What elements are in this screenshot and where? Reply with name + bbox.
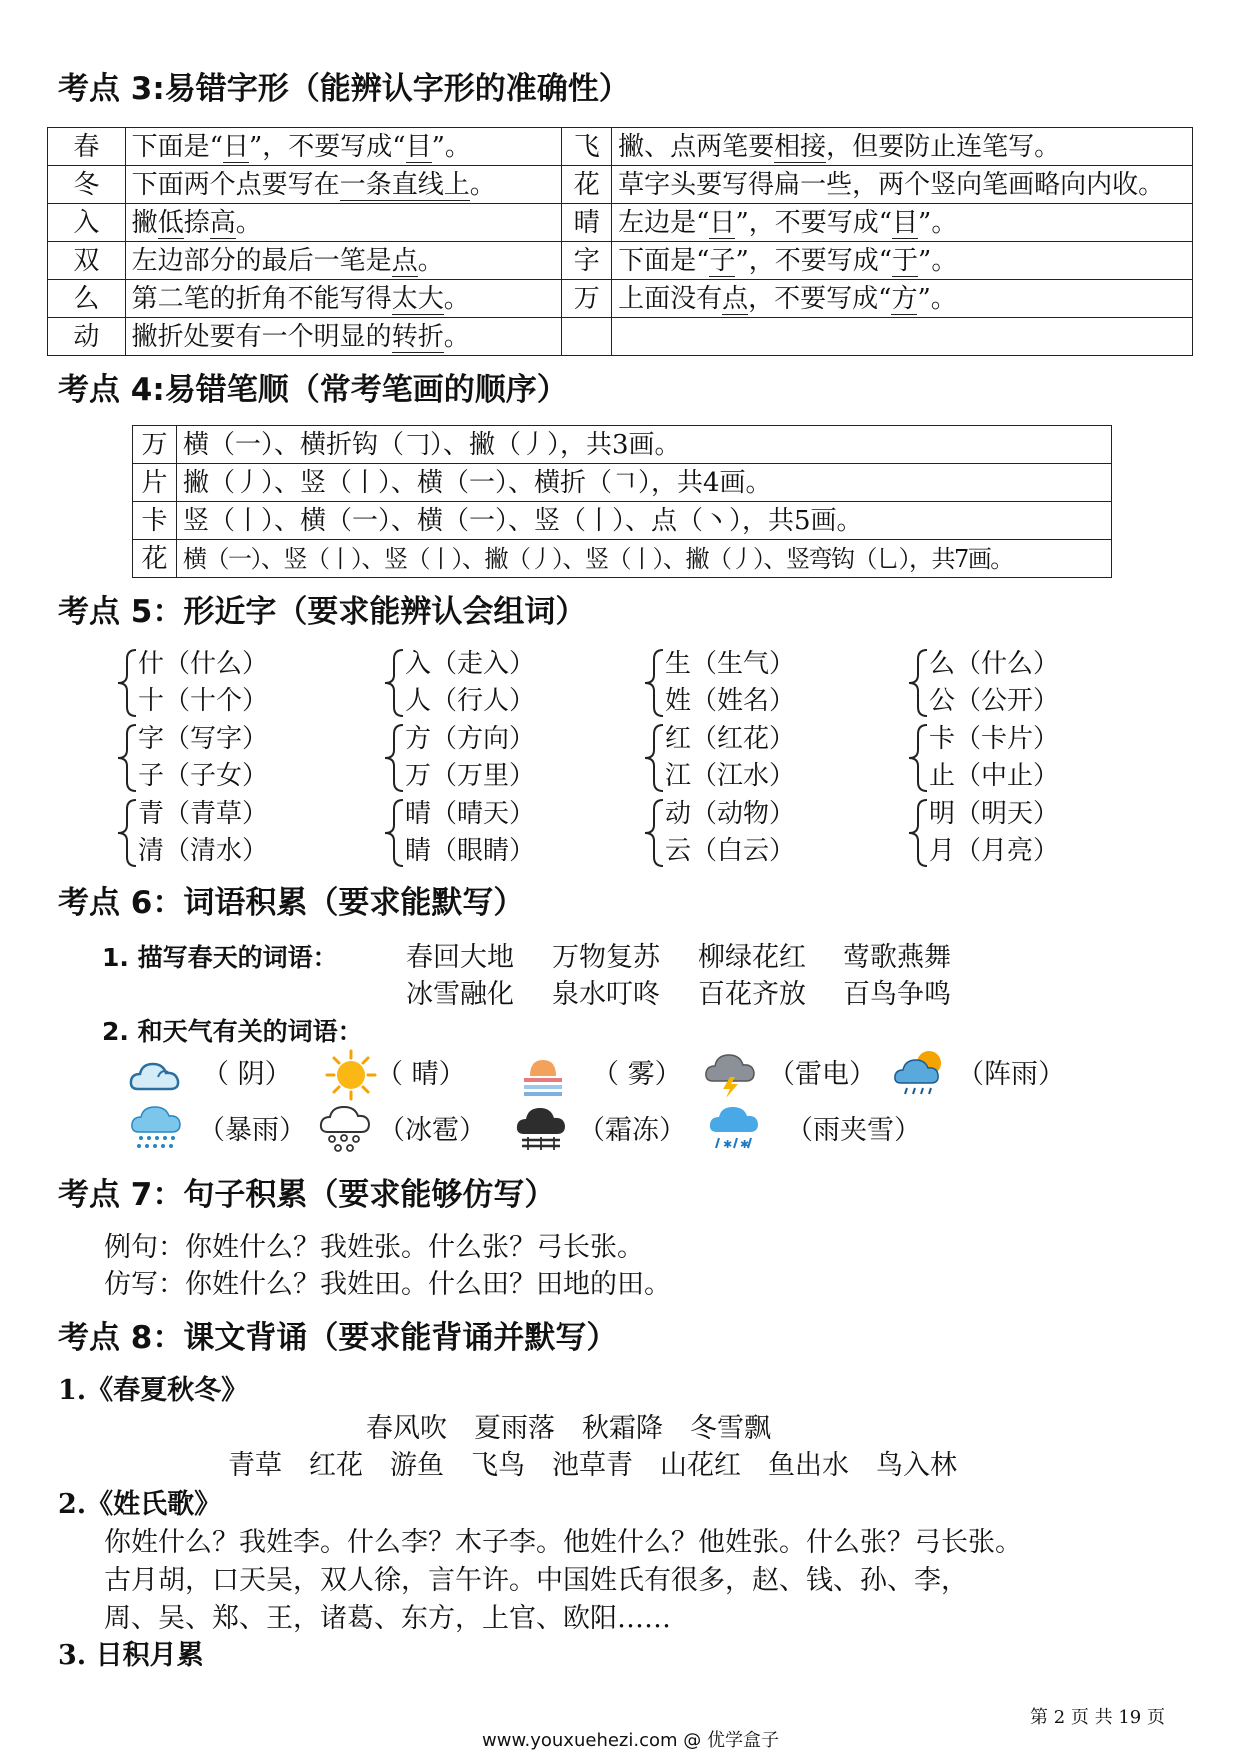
svg-text:✱: ✱ xyxy=(723,1138,733,1151)
table-row xyxy=(48,242,1193,280)
cloudy-icon xyxy=(128,1051,182,1103)
char-cell: 卡 xyxy=(133,502,177,540)
spring-words-label: 1. 描写春天的词语： xyxy=(102,943,338,972)
char-word: 姓（姓名） xyxy=(665,686,796,716)
brace-icon xyxy=(643,796,665,870)
stroke-order-cell: 横（一）、横折钩（𠃌）、撇（丿），共3画。 xyxy=(177,426,1112,464)
weather-label-rainstorm: （暴雨） xyxy=(198,1115,306,1146)
brace-icon xyxy=(116,721,138,795)
underlined-text: 点 xyxy=(722,283,749,314)
brace-icon xyxy=(643,721,665,795)
char-word: 止（中止） xyxy=(929,761,1060,791)
char-word: 晴（晴天） xyxy=(405,799,536,829)
brace-icon xyxy=(907,646,929,720)
weather-label-cloudy: （ 阴） xyxy=(202,1059,292,1090)
shower-icon xyxy=(893,1047,947,1099)
spring-word: 莺歌燕舞 xyxy=(843,942,951,973)
char-cell: 么 xyxy=(48,280,126,318)
example-sentence: 例句：你姓什么？我姓张。什么张？弓长张。 xyxy=(104,1232,644,1263)
tip-cell: 撇低捺高。 xyxy=(125,204,562,242)
char-cell: 万 xyxy=(133,426,177,464)
kd3-table xyxy=(47,127,1193,356)
char-cell: 字 xyxy=(562,242,612,280)
weather-label-frost: （霜冻） xyxy=(578,1115,686,1146)
char-word: 什（什么） xyxy=(138,649,269,679)
char-cell: 春 xyxy=(48,128,126,166)
table-row xyxy=(48,280,1193,318)
tip-cell: 下面是“子”，不要写成“于”。 xyxy=(612,242,1193,280)
poem-1-line-1: 春风吹 夏雨落 秋霜降 冬雪飘 xyxy=(366,1413,771,1444)
weather-label-thunder: （雷电） xyxy=(768,1059,876,1090)
brace-icon xyxy=(116,646,138,720)
spring-word: 冰雪融化 xyxy=(406,979,514,1010)
tip-cell xyxy=(612,318,1193,356)
spring-word: 百花齐放 xyxy=(698,979,806,1010)
char-word: 云（白云） xyxy=(665,836,796,866)
char-word: 字（写字） xyxy=(138,724,269,754)
char-cell: 万 xyxy=(562,280,612,318)
fog-icon xyxy=(516,1052,570,1104)
stroke-order-cell: 横（一）、竖（丨）、竖（丨）、撇（丿）、竖（丨）、撇（丿）、竖弯钩（乚），共7画。 xyxy=(177,540,1112,578)
spring-word: 春回大地 xyxy=(406,942,514,973)
char-word: 睛（眼睛） xyxy=(405,836,536,866)
table-row xyxy=(48,166,1193,204)
spring-word: 泉水叮咚 xyxy=(552,979,660,1010)
underlined-text: 方 xyxy=(891,283,918,314)
char-word: 月（月亮） xyxy=(929,836,1060,866)
weather-label-fog: （ 雾） xyxy=(592,1059,682,1090)
poem-1-line-2: 青草 红花 游鱼 飞鸟 池草青 山花红 鱼出水 鸟入林 xyxy=(228,1450,957,1481)
section-title-kd7: 考点 7：句子积累（要求能够仿写） xyxy=(58,1177,556,1213)
thunder-icon xyxy=(703,1047,757,1099)
table-row xyxy=(48,128,1193,166)
poem-2-line: 周、吴、郑、王，诸葛、东方，上官、欧阳…… xyxy=(104,1603,671,1634)
underlined-text: 日 xyxy=(709,207,736,238)
section-title-kd4: 考点 4:易错笔顺（常考笔画的顺序） xyxy=(58,372,568,408)
weather-words-label: 2. 和天气有关的词语： xyxy=(102,1017,363,1046)
char-word: 么（什么） xyxy=(929,649,1060,679)
svg-text:✱: ✱ xyxy=(740,1138,750,1151)
char-cell: 花 xyxy=(562,166,612,204)
stroke-order-cell: 撇（丿）、竖（丨）、横（一）、横折（𠃍），共4画。 xyxy=(177,464,1112,502)
table-row xyxy=(48,204,1193,242)
table-row xyxy=(133,502,1112,540)
kd4-table xyxy=(132,425,1112,578)
underlined-text: 低 xyxy=(157,207,184,238)
char-cell: 飞 xyxy=(562,128,612,166)
poem-1-title: 1.《春夏秋冬》 xyxy=(58,1375,249,1406)
site-watermark: www.youxuehezi.com @ 优学盒子 xyxy=(482,1730,779,1751)
brace-icon xyxy=(383,721,405,795)
page-number: 第 2 页 共 19 页 xyxy=(1030,1707,1165,1728)
underlined-text: 目 xyxy=(405,131,432,162)
underlined-text: 转折 xyxy=(391,321,444,352)
brace-icon xyxy=(383,646,405,720)
tip-cell: 草字头要写得扁一些，两个竖向笔画略向内收。 xyxy=(612,166,1193,204)
table-row xyxy=(48,318,1193,356)
tip-cell: 撇、点两笔要相接，但要防止连笔写。 xyxy=(612,128,1193,166)
underlined-text: 点 xyxy=(391,245,418,276)
char-cell: 冬 xyxy=(48,166,126,204)
underlined-text: 太大 xyxy=(391,283,444,314)
char-word: 青（青草） xyxy=(138,799,269,829)
char-cell: 双 xyxy=(48,242,126,280)
tip-cell: 左边部分的最后一笔是点。 xyxy=(125,242,562,280)
char-word: 卡（卡片） xyxy=(929,724,1060,754)
underlined-text: 一条直线上 xyxy=(339,169,470,200)
stroke-order-cell: 竖（丨）、横（一）、横（一）、竖（丨）、点（丶），共5画。 xyxy=(177,502,1112,540)
rainstorm-icon xyxy=(129,1102,183,1154)
char-cell: 动 xyxy=(48,318,126,356)
sleet-icon xyxy=(707,1102,761,1154)
spring-word: 万物复苏 xyxy=(552,942,660,973)
underlined-text: 目 xyxy=(892,207,919,238)
char-cell: 入 xyxy=(48,204,126,242)
section-title-kd5: 考点 5：形近字（要求能辨认会组词） xyxy=(58,594,587,630)
poem-2-line: 古月胡，口天吴，双人徐，言午许。中国姓氏有很多，赵、钱、孙、李， xyxy=(104,1565,968,1596)
weather-label-hail: （冰雹） xyxy=(378,1115,486,1146)
underlined-text: 日 xyxy=(222,131,249,162)
char-word: 生（生气） xyxy=(665,649,796,679)
brace-icon xyxy=(116,796,138,870)
char-word: 清（清水） xyxy=(138,836,269,866)
frost-icon xyxy=(514,1102,568,1154)
char-word: 人（行人） xyxy=(405,686,536,716)
section-title-kd8: 考点 8：课文背诵（要求能背诵并默写） xyxy=(58,1320,618,1356)
imitation-sentence: 仿写：你姓什么？我姓田。什么田？田地的田。 xyxy=(104,1269,671,1300)
weather-label-shower: （阵雨） xyxy=(957,1059,1065,1090)
section-title-kd3: 考点 3:易错字形（能辨认字形的准确性） xyxy=(58,71,630,107)
char-word: 十（十个） xyxy=(138,686,269,716)
underlined-text: 相接 xyxy=(774,131,827,162)
underlined-text: 子 xyxy=(709,245,736,276)
poem-2-line: 你姓什么？我姓李。什么李？木子李。他姓什么？他姓张。什么张？弓长张。 xyxy=(104,1527,1022,1558)
brace-icon xyxy=(907,721,929,795)
table-row xyxy=(133,426,1112,464)
poem-2-title: 2.《姓氏歌》 xyxy=(58,1489,222,1520)
char-cell: 晴 xyxy=(562,204,612,242)
hail-icon xyxy=(318,1102,372,1154)
tip-cell: 左边是“日”，不要写成“目”。 xyxy=(612,204,1193,242)
char-cell xyxy=(562,318,612,356)
char-word: 明（明天） xyxy=(929,799,1060,829)
tip-cell: 下面是“日”，不要写成“目”。 xyxy=(125,128,562,166)
char-word: 方（方向） xyxy=(405,724,536,754)
char-word: 子（子女） xyxy=(138,761,269,791)
char-word: 红（红花） xyxy=(665,724,796,754)
brace-icon xyxy=(383,796,405,870)
sunny-icon xyxy=(324,1049,378,1101)
underlined-text: 于 xyxy=(892,245,919,276)
tip-cell: 撇折处要有一个明显的转折。 xyxy=(125,318,562,356)
section-3-title: 3. 日积月累 xyxy=(58,1640,204,1671)
weather-label-sunny: （ 晴） xyxy=(376,1059,466,1090)
table-row xyxy=(133,540,1112,578)
tip-cell: 下面两个点要写在一条直线上。 xyxy=(125,166,562,204)
brace-icon xyxy=(643,646,665,720)
char-word: 动（动物） xyxy=(665,799,796,829)
table-row xyxy=(133,464,1112,502)
section-title-kd6: 考点 6：词语积累（要求能默写） xyxy=(58,885,525,921)
brace-icon xyxy=(907,796,929,870)
tip-cell: 上面没有点，不要写成“方”。 xyxy=(612,280,1193,318)
char-cell: 花 xyxy=(133,540,177,578)
weather-label-sleet: （雨夹雪） xyxy=(786,1115,921,1146)
tip-cell: 第二笔的折角不能写得太大。 xyxy=(125,280,562,318)
char-cell: 片 xyxy=(133,464,177,502)
spring-word: 柳绿花红 xyxy=(698,942,806,973)
spring-word: 百鸟争鸣 xyxy=(843,979,951,1010)
char-word: 万（万里） xyxy=(405,761,536,791)
char-word: 入（走入） xyxy=(405,649,536,679)
underlined-text: 高 xyxy=(209,207,236,238)
char-word: 江（江水） xyxy=(665,761,796,791)
char-word: 公（公开） xyxy=(929,686,1060,716)
